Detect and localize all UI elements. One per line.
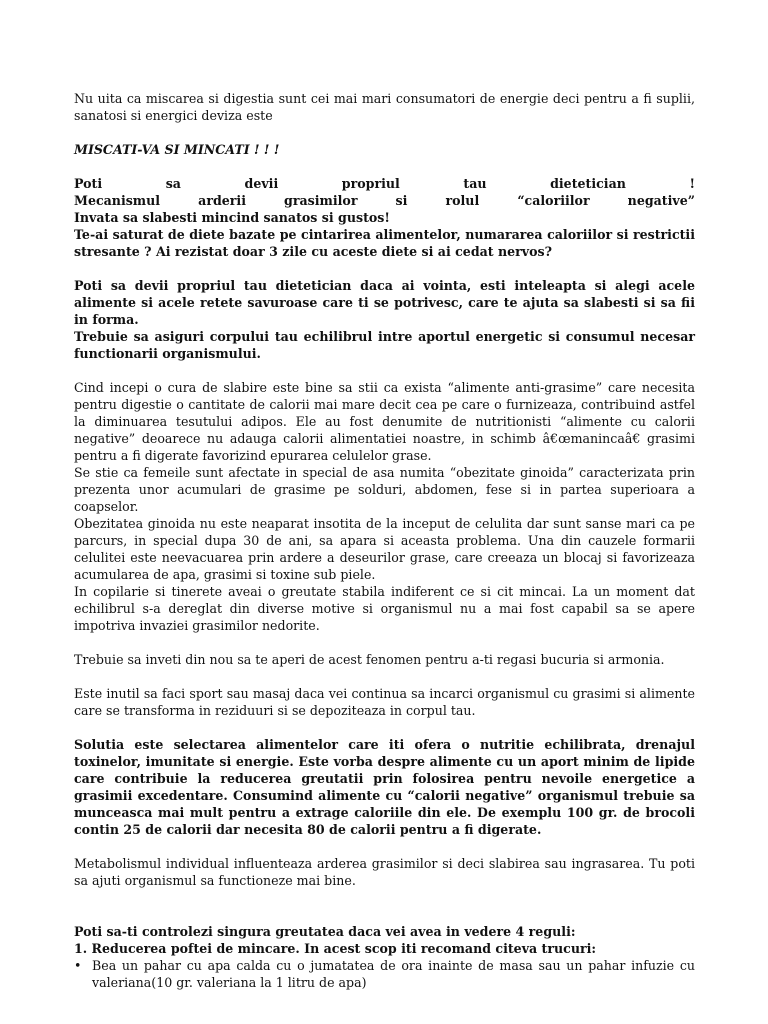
balance-paragraph: Trebuie sa asiguri corpului tau echilibrul intre aportul energetic si consumul necesar functionarii organismului.	[74, 329, 695, 361]
childhood-paragraph: In copilarie si tinerete aveai o greutate stabila indiferent ce si cit mincai. La un moment dat echilibrul s-a dereglat din diverse motive si organismul nu a mai fost capabil sa se apere impotriva invaziei grasimilor nedorite.	[74, 584, 695, 633]
rules-heading: Poti sa-ti controlezi singura greutatea daca vei avea in vedere 4 reguli:	[74, 924, 576, 939]
tips-list	[74, 957, 695, 991]
heading-line-2: Mecanismul arderii grasimilor si rolul “caloriilor negative”	[74, 193, 695, 208]
solution-paragraph: Solutia este selectarea alimentelor care iti ofera o nutritie echilibrata, drenajul toxinelor, imunitate si energie. Este vorba despre alimente cu un aport minim de lipide care contribuie la reducerea greutatii prin folosirea pentru nevoile energetice a grasimii excedentare. Consumind alimente cu “calorii negative” organismul trebuie sa munceasca mai mult pentru a extrage caloriile din ele. De exemplu 100 gr. de brocoli contin 25 de calorii dar necesita 80 de calorii pentru a fi digerate.	[74, 737, 695, 837]
motto-heading: MISCATI-VA SI MINCATI ! ! !	[74, 142, 280, 157]
gynoid-obesity-paragraph: Se stie ca femeile sunt afectate in special de asa numita “obezitate ginoida” caracterizata prin prezenta unor acumulari de grasime pe solduri, abdomen, fese si in partea superioara a coapselor.	[74, 465, 695, 514]
list-item	[74, 957, 695, 991]
relearn-paragraph: Trebuie sa inveti din nou sa te aperi de acest fenomen pentru a-ti regasi bucuria si armonia.	[74, 652, 665, 667]
document-page	[74, 90, 695, 991]
anti-fat-foods-paragraph: Cind incepi o cura de slabire este bine sa stii ca exista “alimente anti-grasime” care necesita pentru digestie o cantitate de calorii mai mare decit cea pe care o furnizeaza, contribuind astfel la diminuarea tesutului adipos. Ele au fost denumite de nutritionisti “alimente cu calorii negative” deoarece nu adauga calorii alimentatiei noastre, in schimb â€œmanincaâ€ grasimi pentru a fi digerate favorizind epurarea celulelor grase.	[74, 380, 695, 463]
list-item-text: Bea un pahar cu apa calda cu o jumatatea de ora inainte de masa sau un pahar infuzie cu valeriana(10 gr. valeriana la 1 litru de apa)	[92, 958, 695, 990]
sport-paragraph: Este inutil sa faci sport sau masaj daca vei continua sa incarci organismul cu grasimi si alimente care se transforma in reziduuri si se depoziteaza in corpul tau.	[74, 686, 695, 718]
heading-line-1: Poti sa devii propriul tau dietetician !	[74, 176, 695, 191]
cellulite-paragraph: Obezitatea ginoida nu este neaparat insotita de la inceput de celulita dar sunt sanse mari ca pe parcurs, in special dupa 30 de ani, sa apara si aceasta problema. Una din cauzele formarii celulitei este neevacuarea prin ardere a deseurilor grase, care creeaza un blocaj si favorizeaza acumularea de apa, grasimi si toxine sub piele.	[74, 516, 695, 582]
rule-1-heading: 1. Reducerea poftei de mincare. In acest scop iti recomand citeva trucuri:	[74, 941, 597, 956]
intro-paragraph: Nu uita ca miscarea si digestia sunt cei mai mari consumatori de energie deci pentru a fi suplii, sanatosi si energici deviza este	[74, 91, 695, 123]
metabolism-paragraph: Metabolismul individual influenteaza arderea grasimilor si deci slabirea sau ingrasarea. Tu poti sa ajuti organismul sa functioneze mai bine.	[74, 856, 695, 888]
heading-line-4: Te-ai saturat de diete bazate pe cintarirea alimentelor, numararea caloriilor si restrictii stresante ? Ai rezistat doar 3 zile cu aceste diete si ai cedat nervos?	[74, 227, 695, 259]
dietitian-paragraph: Poti sa devii propriul tau dietetician daca ai vointa, esti inteleapta si alegi acele alimente si acele retete savuroase care ti se potrivesc, care te ajuta sa slabesti si sa fii in forma.	[74, 278, 695, 327]
heading-line-3: Invata sa slabesti mincind sanatos si gustos!	[74, 210, 390, 225]
bullet-icon: •	[74, 958, 82, 973]
